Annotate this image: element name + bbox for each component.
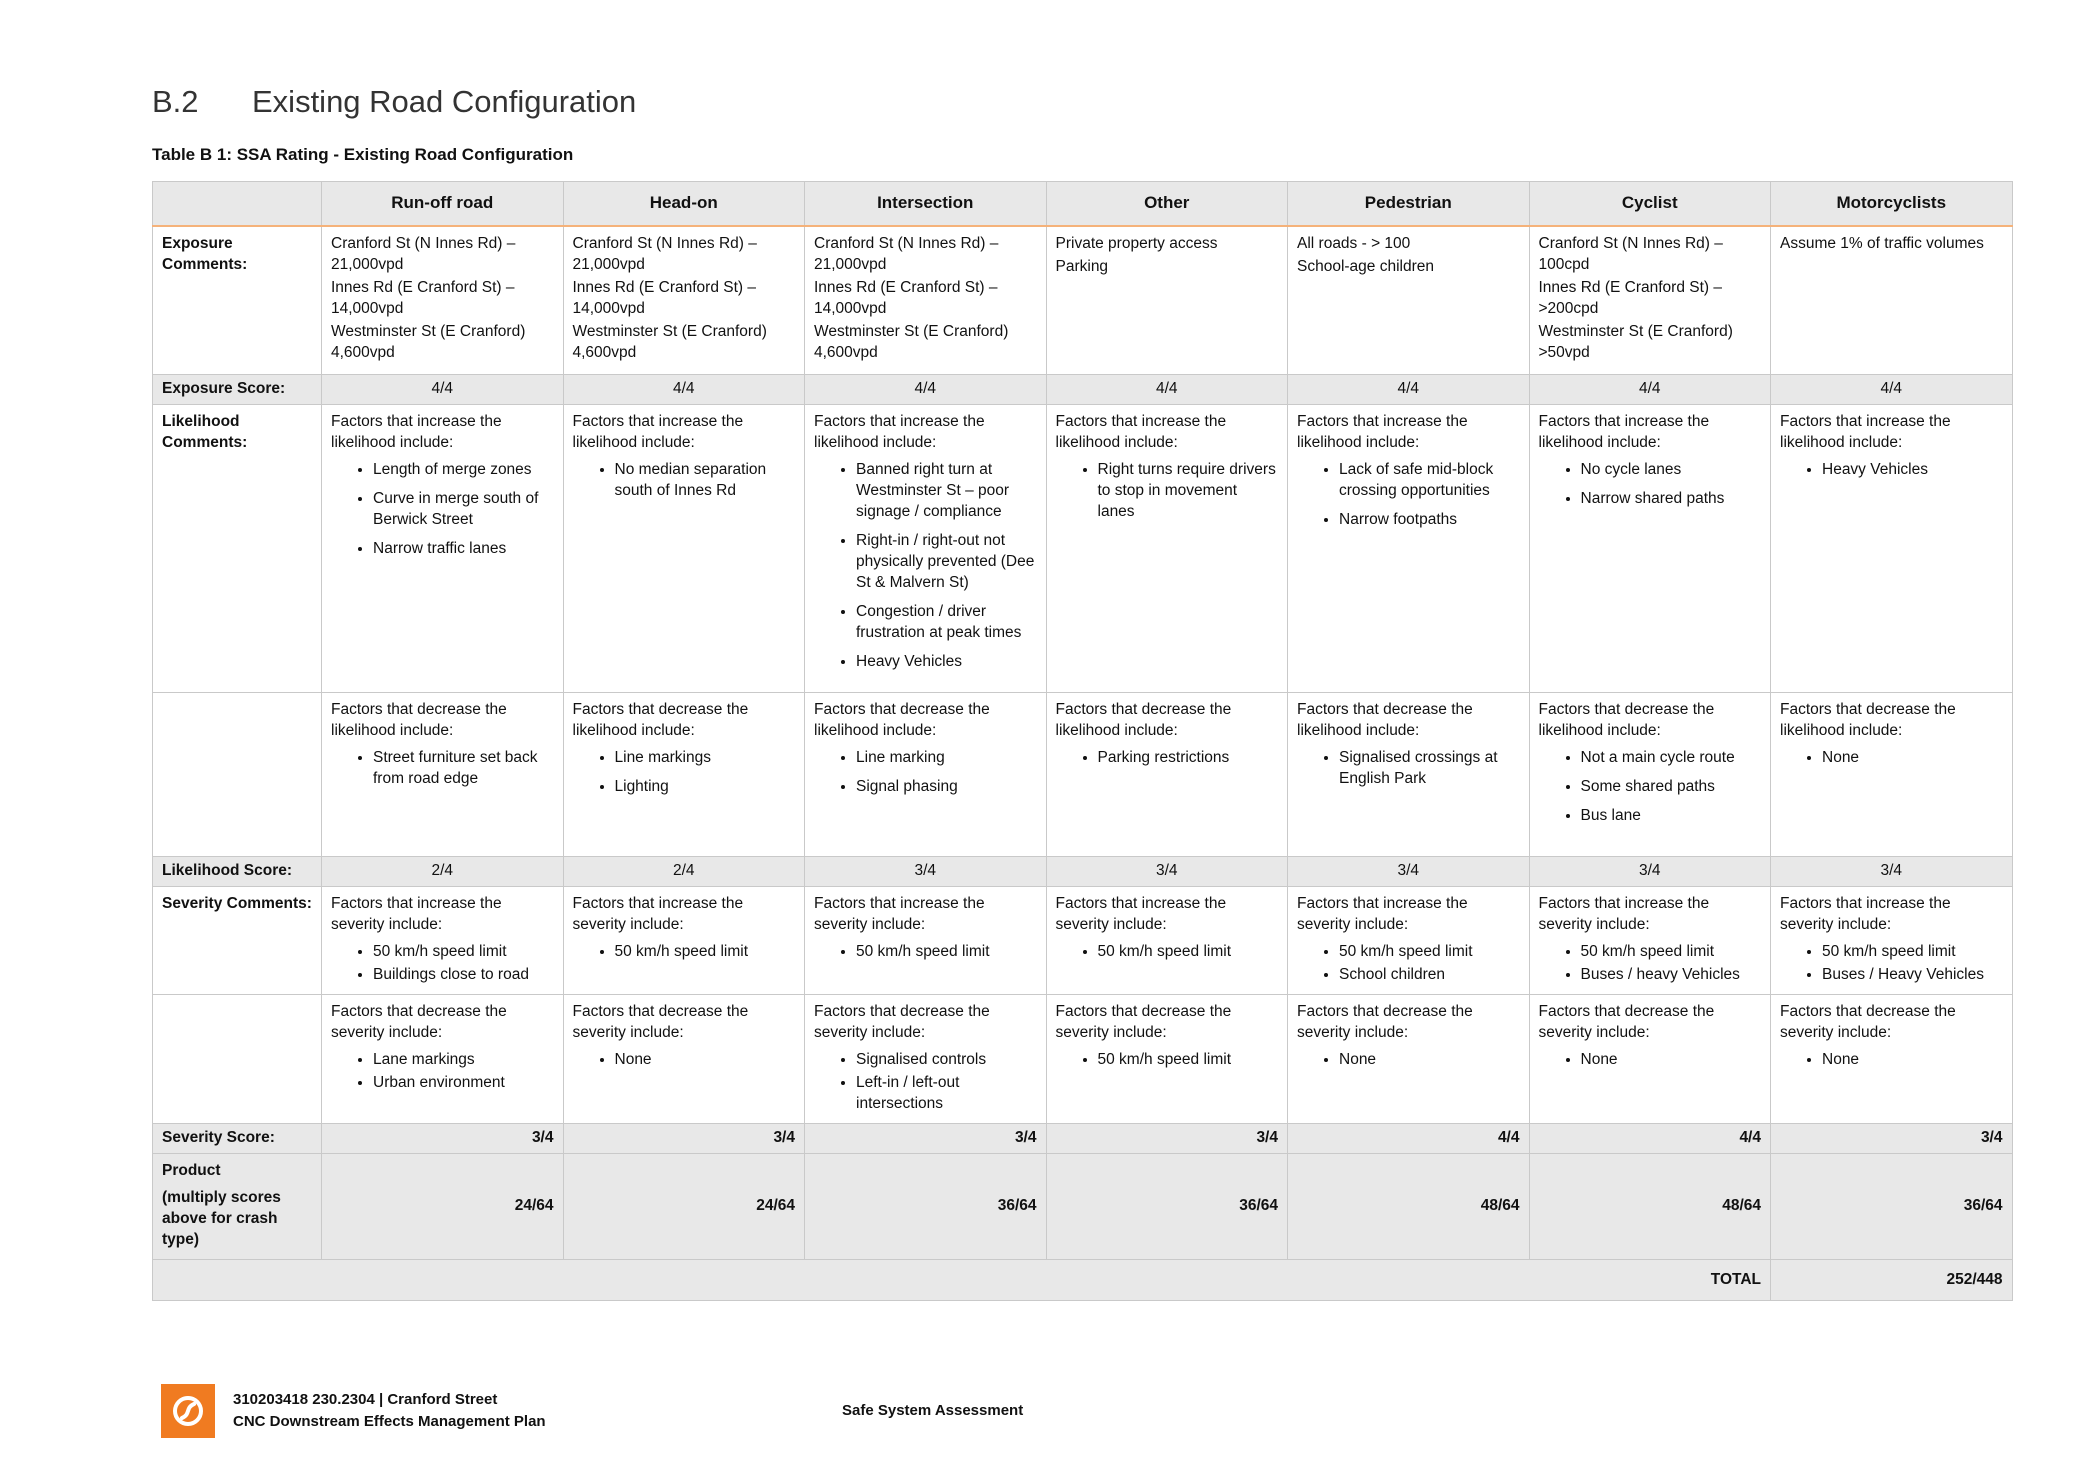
- likelihood-score: 3/4: [805, 857, 1047, 887]
- factor-list-item: • 50 km/h speed limit: [1098, 942, 1279, 963]
- column-header: Motorcyclists: [1771, 182, 2013, 226]
- factor-list-item: • Buses / heavy Vehicles: [1581, 965, 1762, 986]
- cell-text-line: Private property access: [1055, 234, 1218, 252]
- exposure-comments-row: [153, 226, 2013, 375]
- column-header-row: [153, 182, 2013, 226]
- factor-list-item: • Signalised crossings at English Park: [1339, 748, 1520, 790]
- likelihood-decrease-cell: [322, 693, 564, 857]
- exposure-score: 4/4: [1288, 375, 1530, 405]
- factor-list: [573, 748, 796, 798]
- factor-intro: Factors that increase the likelihood include:: [1055, 413, 1227, 452]
- factor-list: [1297, 460, 1520, 531]
- likelihood-decrease-cell: [1529, 693, 1771, 857]
- cell-text-line: All roads - > 100: [1297, 234, 1411, 252]
- cell-text-line: Westminster St (E Cranford) >50vpd: [1538, 322, 1733, 361]
- factor-intro: Factors that decrease the likelihood include:: [814, 701, 990, 740]
- cell-text-line: Product: [162, 1161, 221, 1179]
- factor-list-item: • No cycle lanes: [1581, 460, 1762, 481]
- factor-list: [1056, 942, 1279, 963]
- factor-intro: Factors that decrease the severity include:: [1538, 1003, 1715, 1042]
- product-value: 36/64: [805, 1153, 1047, 1259]
- footer-plan-line: CNC Downstream Effects Management Plan: [233, 1412, 546, 1430]
- cell-text-line: Westminster St (E Cranford) 4,600vpd: [331, 322, 526, 361]
- likelihood-decrease-cell: [805, 693, 1047, 857]
- likelihood-increase-cell: [1771, 405, 2013, 693]
- exposure-cell: [1046, 226, 1288, 375]
- exposure-score: 4/4: [1529, 375, 1771, 405]
- factor-intro: Factors that increase the likelihood include:: [814, 413, 985, 452]
- factor-list-item: • Street furniture set back from road edge: [373, 748, 554, 790]
- factor-intro: Factors that decrease the severity include:: [814, 1003, 990, 1042]
- row-label: Exposure Score:: [153, 375, 322, 405]
- factor-intro: Factors that decrease the likelihood include:: [331, 701, 507, 740]
- factor-list-item: • None: [1339, 1050, 1520, 1071]
- row-label-empty: [153, 693, 322, 857]
- cell-text-line: Westminster St (E Cranford) 4,600vpd: [572, 322, 767, 361]
- severity-decrease-cell: [1771, 995, 2013, 1124]
- severity-score: 3/4: [563, 1123, 805, 1153]
- factor-list-item: • 50 km/h speed limit: [1822, 942, 2003, 963]
- factor-intro: Factors that increase the likelihood include:: [331, 413, 502, 452]
- product-value: 36/64: [1771, 1153, 2013, 1259]
- factor-list-item: • Lack of safe mid-block crossing opportunities: [1339, 460, 1520, 502]
- exposure-score: 4/4: [322, 375, 564, 405]
- factor-list-item: • Banned right turn at Westminster St – poor signage / compliance: [856, 460, 1037, 523]
- factor-list-item: • Line markings: [615, 748, 796, 769]
- exposure-cell: [1288, 226, 1530, 375]
- product-value: 24/64: [322, 1153, 564, 1259]
- logo-mark-icon: [161, 1384, 215, 1438]
- factor-intro: Factors that decrease the likelihood include:: [1538, 701, 1715, 740]
- column-header: Cyclist: [1529, 182, 1771, 226]
- likelihood-increase-row: [153, 405, 2013, 693]
- column-header: Run-off road: [322, 182, 564, 226]
- factor-list: [1297, 748, 1520, 790]
- factor-list-item: • None: [615, 1050, 796, 1071]
- factor-list-item: • 50 km/h speed limit: [1339, 942, 1520, 963]
- factor-list-item: • 50 km/h speed limit: [1581, 942, 1762, 963]
- severity-score: 3/4: [322, 1123, 564, 1153]
- factor-list: [1539, 942, 1762, 986]
- factor-list: [331, 460, 554, 560]
- likelihood-decrease-cell: [1288, 693, 1530, 857]
- likelihood-score: 3/4: [1288, 857, 1530, 887]
- total-label: TOTAL: [153, 1259, 1771, 1301]
- ssa-rating-table: [152, 181, 2013, 1301]
- factor-list: [573, 942, 796, 963]
- exposure-score: 4/4: [1046, 375, 1288, 405]
- factor-list: [814, 748, 1037, 798]
- severity-score: 4/4: [1288, 1123, 1530, 1153]
- exposure-cell: [563, 226, 805, 375]
- likelihood-increase-cell: [563, 405, 805, 693]
- severity-score-row: [153, 1123, 2013, 1153]
- product-value: 48/64: [1288, 1153, 1530, 1259]
- factor-intro: Factors that increase the likelihood include:: [1297, 413, 1468, 452]
- likelihood-increase-cell: [1046, 405, 1288, 693]
- factor-list-item: • No median separation south of Innes Rd: [615, 460, 796, 502]
- factor-intro: Factors that increase the severity include:: [331, 895, 502, 934]
- severity-increase-cell: [563, 887, 805, 995]
- row-label: Severity Comments:: [153, 887, 322, 995]
- severity-decrease-cell: [322, 995, 564, 1124]
- total-row: [153, 1259, 2013, 1301]
- severity-increase-cell: [1771, 887, 2013, 995]
- section-title: Existing Road Configuration: [252, 84, 637, 119]
- likelihood-score: 3/4: [1771, 857, 2013, 887]
- factor-intro: Factors that decrease the severity include:: [331, 1003, 507, 1042]
- likelihood-decrease-row: [153, 693, 2013, 857]
- factor-list-item: • Heavy Vehicles: [1822, 460, 2003, 481]
- severity-score: 3/4: [1771, 1123, 2013, 1153]
- row-label: Severity Score:: [153, 1123, 322, 1153]
- header-corner: [153, 182, 322, 226]
- footer-project-line: 310203418 230.2304 | Cranford Street: [233, 1391, 498, 1408]
- product-value: 24/64: [563, 1153, 805, 1259]
- factor-intro: Factors that increase the severity include:: [814, 895, 985, 934]
- exposure-score-row: [153, 375, 2013, 405]
- factor-list-item: • Right turns require drivers to stop in movement lanes: [1098, 460, 1279, 523]
- likelihood-decrease-cell: [1771, 693, 2013, 857]
- likelihood-decrease-cell: [563, 693, 805, 857]
- cell-text-line: Innes Rd (E Cranford St) – 14,000vpd: [572, 278, 756, 317]
- column-header: Head-on: [563, 182, 805, 226]
- row-label: Likelihood Comments:: [153, 405, 322, 693]
- factor-list-item: • Lighting: [615, 777, 796, 798]
- factor-intro: Factors that decrease the severity include:: [1780, 1003, 1956, 1042]
- row-label: Exposure Comments:: [153, 226, 322, 375]
- factor-intro: Factors that decrease the likelihood include:: [572, 701, 749, 740]
- factor-list-item: • Signal phasing: [856, 777, 1037, 798]
- row-label: Likelihood Score:: [153, 857, 322, 887]
- factor-list: [1780, 1050, 2003, 1071]
- factor-list: [1539, 748, 1762, 827]
- factor-list: [1056, 460, 1279, 523]
- factor-list: [1780, 748, 2003, 769]
- likelihood-increase-cell: [1288, 405, 1530, 693]
- exposure-cell: [805, 226, 1047, 375]
- factor-list: [1056, 748, 1279, 769]
- likelihood-increase-cell: [1529, 405, 1771, 693]
- section-heading: [152, 84, 636, 120]
- likelihood-increase-cell: [322, 405, 564, 693]
- factor-list-item: • Narrow footpaths: [1339, 510, 1520, 531]
- product-value: 48/64: [1529, 1153, 1771, 1259]
- factor-list: [1780, 942, 2003, 986]
- factor-list-item: • Length of merge zones: [373, 460, 554, 481]
- factor-list-item: • Not a main cycle route: [1581, 748, 1762, 769]
- severity-increase-cell: [1529, 887, 1771, 995]
- factor-list-item: • Buildings close to road: [373, 965, 554, 986]
- factor-intro: Factors that increase the severity include:: [1780, 895, 1951, 934]
- cell-text-line: Cranford St (N Innes Rd) – 21,000vpd: [331, 234, 516, 273]
- factor-list-item: • 50 km/h speed limit: [1098, 1050, 1279, 1071]
- factor-list-item: • Heavy Vehicles: [856, 652, 1037, 673]
- factor-intro: Factors that decrease the likelihood include:: [1297, 701, 1473, 740]
- factor-intro: Factors that decrease the likelihood include:: [1780, 701, 1956, 740]
- likelihood-score: 2/4: [563, 857, 805, 887]
- factor-list-item: • Some shared paths: [1581, 777, 1762, 798]
- severity-increase-cell: [805, 887, 1047, 995]
- severity-decrease-cell: [1288, 995, 1530, 1124]
- factor-list: [814, 460, 1037, 672]
- severity-score: 4/4: [1529, 1123, 1771, 1153]
- likelihood-decrease-cell: [1046, 693, 1288, 857]
- column-header: Pedestrian: [1288, 182, 1530, 226]
- severity-increase-cell: [1046, 887, 1288, 995]
- cell-text-line: Cranford St (N Innes Rd) – 21,000vpd: [572, 234, 757, 273]
- factor-list: [1056, 1050, 1279, 1071]
- factor-list-item: • Urban environment: [373, 1073, 554, 1094]
- exposure-cell: [322, 226, 564, 375]
- factor-list: [331, 942, 554, 986]
- factor-list: [1780, 460, 2003, 481]
- likelihood-score: 3/4: [1529, 857, 1771, 887]
- factor-intro: Factors that increase the severity include:: [572, 895, 744, 934]
- factor-list-item: • None: [1581, 1050, 1762, 1071]
- factor-list-item: • Left-in / left-out intersections: [856, 1073, 1037, 1115]
- severity-score: 3/4: [805, 1123, 1047, 1153]
- factor-list-item: • Signalised controls: [856, 1050, 1037, 1071]
- factor-list: [814, 942, 1037, 963]
- cell-text-line: Innes Rd (E Cranford St) – >200cpd: [1538, 278, 1722, 317]
- factor-list: [331, 748, 554, 790]
- total-value: 252/448: [1771, 1259, 2013, 1301]
- factor-intro: Factors that increase the likelihood include:: [1538, 413, 1710, 452]
- section-number: B.2: [152, 84, 199, 119]
- factor-list: [1297, 942, 1520, 986]
- likelihood-score: 2/4: [322, 857, 564, 887]
- cell-text-line: Assume 1% of traffic volumes: [1780, 234, 1984, 252]
- factor-list: [1539, 460, 1762, 510]
- severity-score: 3/4: [1046, 1123, 1288, 1153]
- factor-list-item: • None: [1822, 748, 2003, 769]
- row-label-empty: [153, 995, 322, 1124]
- factor-intro: Factors that decrease the likelihood include:: [1055, 701, 1232, 740]
- product-value: 36/64: [1046, 1153, 1288, 1259]
- factor-list: [573, 460, 796, 502]
- severity-increase-cell: [322, 887, 564, 995]
- severity-decrease-cell: [805, 995, 1047, 1124]
- footer-project-info: [233, 1389, 546, 1433]
- factor-intro: Factors that increase the severity include:: [1538, 895, 1710, 934]
- likelihood-increase-cell: [805, 405, 1047, 693]
- factor-intro: Factors that increase the severity include:: [1297, 895, 1468, 934]
- factor-list-item: • Lane markings: [373, 1050, 554, 1071]
- factor-list-item: • Buses / Heavy Vehicles: [1822, 965, 2003, 986]
- factor-list: [573, 1050, 796, 1071]
- exposure-score: 4/4: [1771, 375, 2013, 405]
- footer-document-title: Safe System Assessment: [842, 1402, 1024, 1419]
- factor-list-item: • Narrow traffic lanes: [373, 539, 554, 560]
- factor-intro: Factors that decrease the severity include:: [1297, 1003, 1473, 1042]
- cell-text-line: (multiply scores above for crash type): [162, 1188, 281, 1248]
- factor-intro: Factors that decrease the severity include:: [1055, 1003, 1232, 1042]
- cell-text-line: Parking: [1055, 257, 1109, 275]
- cell-text-line: Westminster St (E Cranford) 4,600vpd: [814, 322, 1009, 361]
- column-header: Intersection: [805, 182, 1047, 226]
- table-caption: Table B 1: SSA Rating - Existing Road Configuration: [152, 145, 574, 164]
- likelihood-score-row: [153, 857, 2013, 887]
- cell-text-line: Innes Rd (E Cranford St) – 14,000vpd: [814, 278, 998, 317]
- row-label: [153, 1153, 322, 1259]
- likelihood-score: 3/4: [1046, 857, 1288, 887]
- cell-text-line: Innes Rd (E Cranford St) – 14,000vpd: [331, 278, 515, 317]
- factor-list: [814, 1050, 1037, 1115]
- factor-list-item: • Narrow shared paths: [1581, 489, 1762, 510]
- factor-list-item: • None: [1822, 1050, 2003, 1071]
- factor-list-item: • Congestion / driver frustration at peak times: [856, 602, 1037, 644]
- severity-decrease-cell: [1046, 995, 1288, 1124]
- factor-list: [331, 1050, 554, 1094]
- cell-text-line: School-age children: [1297, 257, 1435, 275]
- factor-list-item: • Curve in merge south of Berwick Street: [373, 489, 554, 531]
- severity-increase-cell: [1288, 887, 1530, 995]
- exposure-score: 4/4: [563, 375, 805, 405]
- severity-decrease-row: [153, 995, 2013, 1124]
- column-header: Other: [1046, 182, 1288, 226]
- factor-list-item: • 50 km/h speed limit: [856, 942, 1037, 963]
- cell-text-line: Cranford St (N Innes Rd) – 21,000vpd: [814, 234, 999, 273]
- factor-list-item: • Bus lane: [1581, 806, 1762, 827]
- factor-intro: Factors that increase the likelihood include:: [572, 413, 744, 452]
- factor-intro: Factors that increase the likelihood include:: [1780, 413, 1951, 452]
- factor-list-item: • School children: [1339, 965, 1520, 986]
- severity-decrease-cell: [563, 995, 805, 1124]
- cell-text-line: Cranford St (N Innes Rd) – 100cpd: [1538, 234, 1723, 273]
- factor-list-item: • 50 km/h speed limit: [615, 942, 796, 963]
- factor-list-item: • Right-in / right-out not physically prevented (Dee St & Malvern St): [856, 531, 1037, 594]
- exposure-cell: [1529, 226, 1771, 375]
- factor-intro: Factors that decrease the severity include:: [572, 1003, 749, 1042]
- severity-decrease-cell: [1529, 995, 1771, 1124]
- company-logo: [161, 1384, 215, 1438]
- factor-list-item: • 50 km/h speed limit: [373, 942, 554, 963]
- factor-list-item: • Line marking: [856, 748, 1037, 769]
- factor-intro: Factors that increase the severity include:: [1055, 895, 1227, 934]
- factor-list-item: • Parking restrictions: [1098, 748, 1279, 769]
- factor-list: [1297, 1050, 1520, 1071]
- severity-increase-row: [153, 887, 2013, 995]
- factor-list: [1539, 1050, 1762, 1071]
- exposure-score: 4/4: [805, 375, 1047, 405]
- product-row: [153, 1153, 2013, 1259]
- exposure-cell: [1771, 226, 2013, 375]
